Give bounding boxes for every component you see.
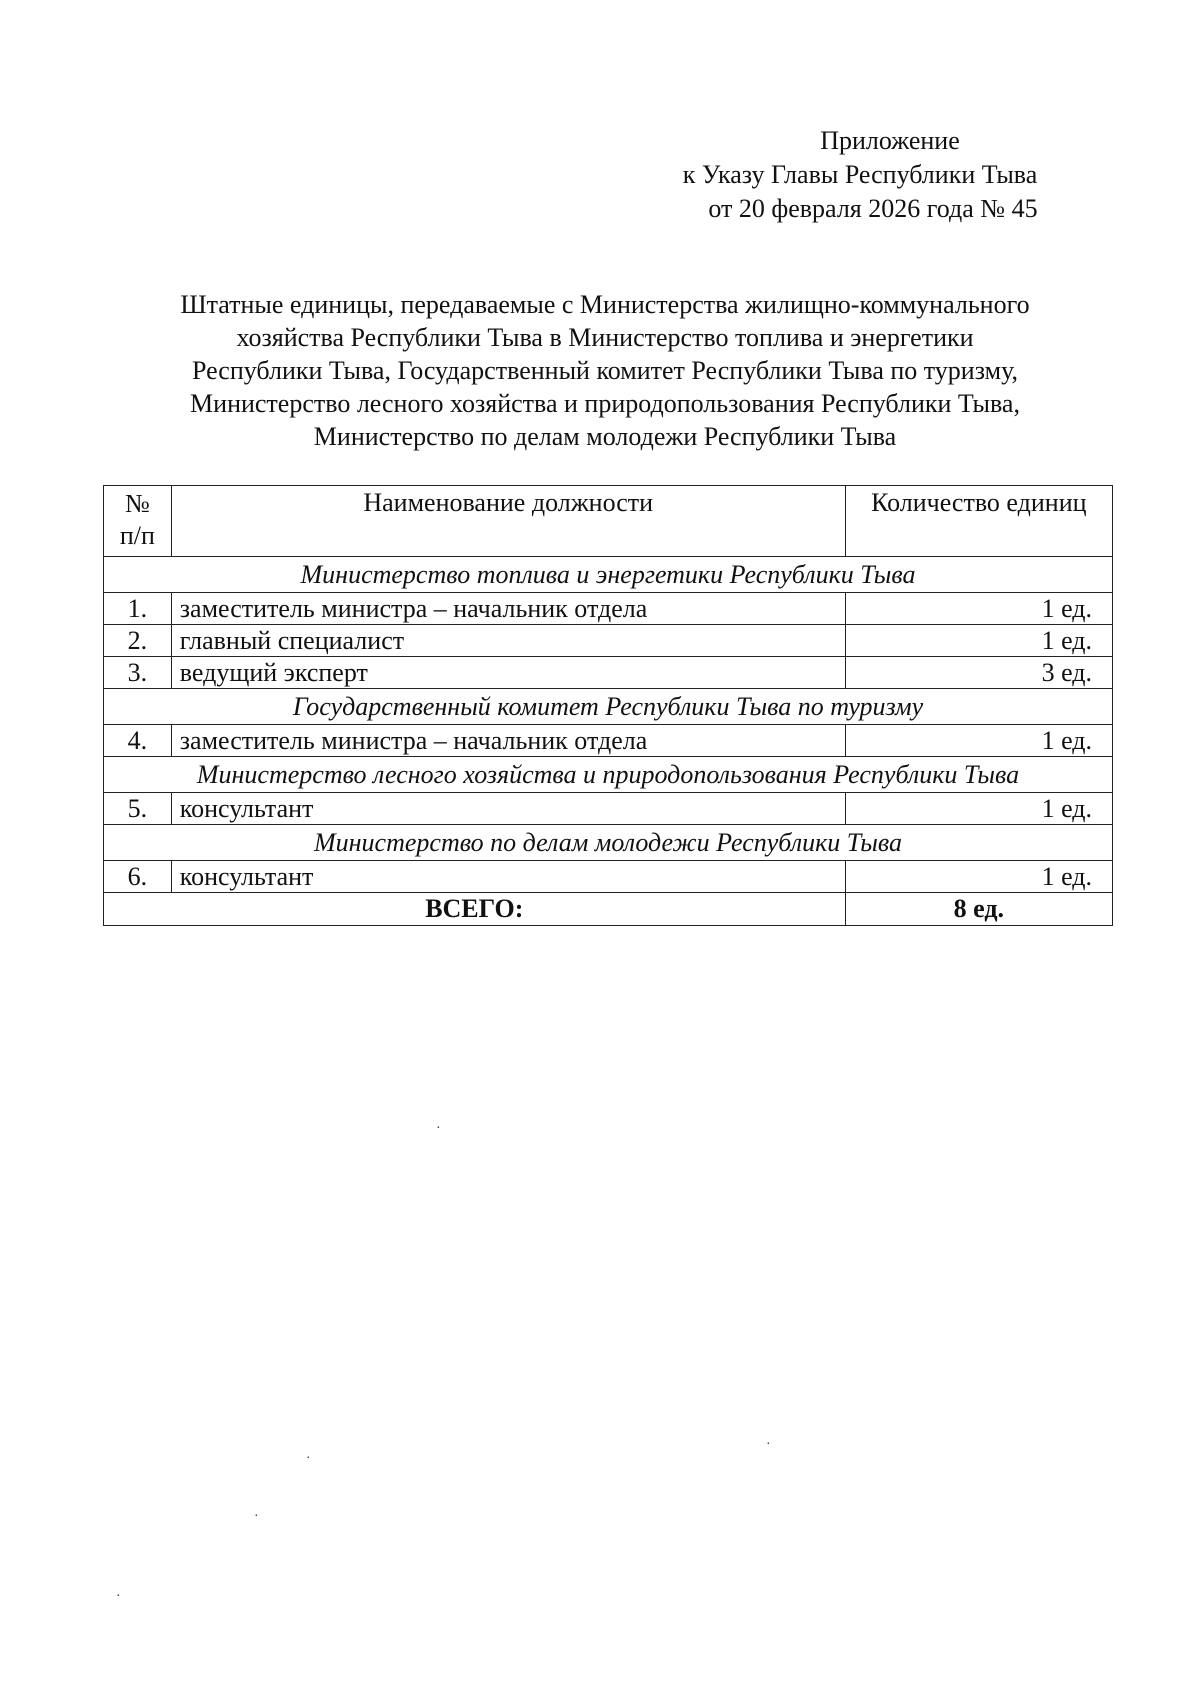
section-row <box>104 689 1113 725</box>
row-quantity: 1 ед. <box>845 725 1112 757</box>
staff-units-table <box>103 485 1113 926</box>
table-row <box>104 593 1113 625</box>
section-row <box>104 757 1113 793</box>
title-line: Министерство по делам молодежи Республики Тыва <box>313 422 897 451</box>
scan-speck: · <box>254 1509 259 1524</box>
section-title: Министерство по делам молодежи Республики Тыва <box>104 825 1113 861</box>
appendix-header <box>620 124 1100 226</box>
section-row <box>104 825 1113 861</box>
header-quantity: Количество единиц <box>845 486 1112 557</box>
row-number: 3. <box>104 657 172 689</box>
title-line: Министерство лесного хозяйства и природопользования Республики Тыва, <box>190 389 1020 418</box>
scan-speck: · <box>116 1589 121 1604</box>
table-row <box>104 725 1113 757</box>
header-position-name: Наименование должности <box>171 486 845 557</box>
row-position: ведущий эксперт <box>171 657 845 689</box>
title-line: Республики Тыва, Государственный комитет Республики Тыва по туризму, <box>192 356 1018 385</box>
title-line: хозяйства Республики Тыва в Министерство топлива и энергетики <box>236 323 974 352</box>
table-row <box>104 625 1113 657</box>
scan-speck: · <box>436 1121 441 1136</box>
appendix-decree-reference: к Указу Главы Республики Тыва <box>682 160 1038 189</box>
row-number: 6. <box>104 861 172 893</box>
header-number-symbol: № <box>124 489 150 518</box>
row-number: 1. <box>104 593 172 625</box>
scan-speck: · <box>306 1451 311 1466</box>
total-label: ВСЕГО: <box>104 893 846 926</box>
row-position: главный специалист <box>171 625 845 657</box>
table-row <box>104 861 1113 893</box>
table-header-row <box>104 486 1113 557</box>
scan-speck: · <box>766 1437 771 1452</box>
row-quantity: 1 ед. <box>845 625 1112 657</box>
header-number <box>104 486 172 557</box>
row-position: заместитель министра – начальник отдела <box>171 725 845 757</box>
row-quantity: 1 ед. <box>845 593 1112 625</box>
row-quantity: 3 ед. <box>845 657 1112 689</box>
row-position: консультант <box>171 793 845 825</box>
row-quantity: 1 ед. <box>845 861 1112 893</box>
section-row <box>104 557 1113 593</box>
row-number: 2. <box>104 625 172 657</box>
document-title <box>100 288 1110 453</box>
total-row <box>104 893 1113 926</box>
table-row <box>104 657 1113 689</box>
table-row <box>104 793 1113 825</box>
section-title: Государственный комитет Республики Тыва по туризму <box>104 689 1113 725</box>
row-number: 4. <box>104 725 172 757</box>
title-line: Штатные единицы, передаваемые с Министерства жилищно-коммунального <box>180 290 1030 319</box>
header-number-abbr: п/п <box>119 521 155 550</box>
row-quantity: 1 ед. <box>845 793 1112 825</box>
appendix-decree-date: от 20 февраля 2026 года № 45 <box>708 194 1038 223</box>
row-position: заместитель министра – начальник отдела <box>171 593 845 625</box>
row-number: 5. <box>104 793 172 825</box>
row-position: консультант <box>171 861 845 893</box>
total-value: 8 ед. <box>845 893 1112 926</box>
section-title: Министерство топлива и энергетики Республики Тыва <box>104 557 1113 593</box>
section-title: Министерство лесного хозяйства и природопользования Республики Тыва <box>104 757 1113 793</box>
appendix-label: Приложение <box>820 126 960 155</box>
